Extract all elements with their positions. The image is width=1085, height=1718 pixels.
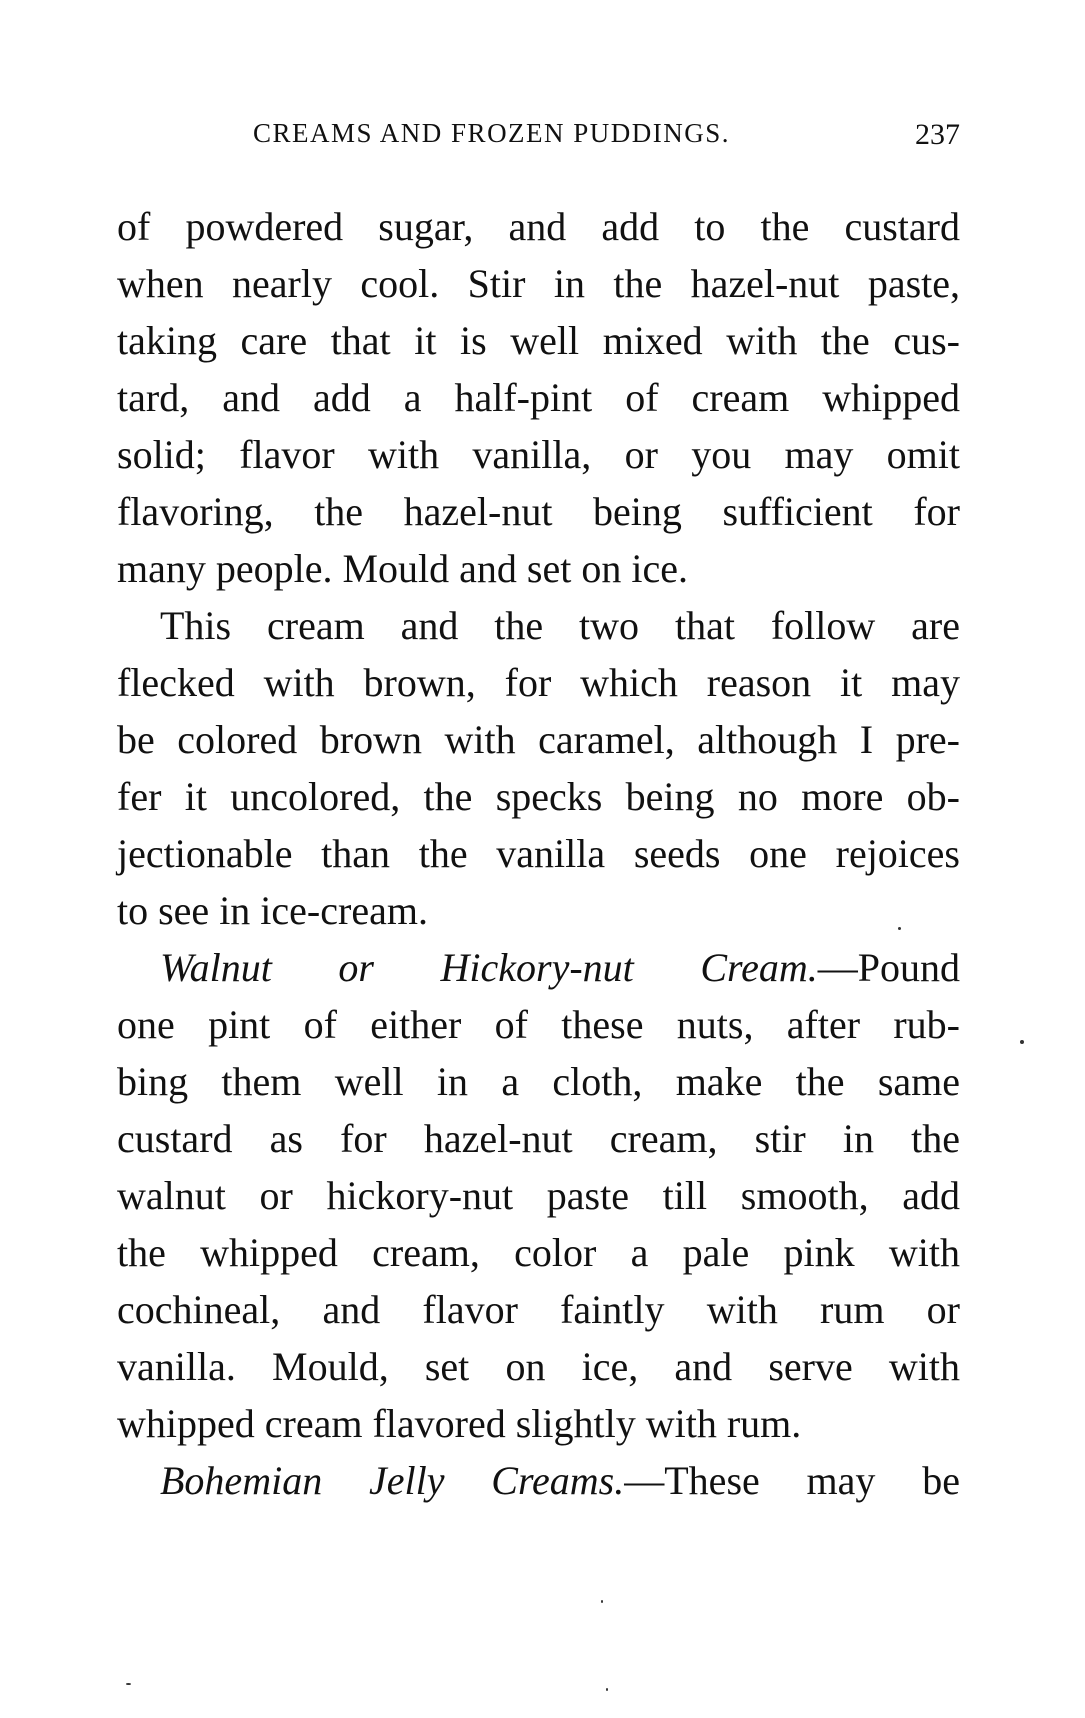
text-line: walnut or hickory-nut paste till smooth, add (117, 1173, 960, 1218)
scan-speck (898, 927, 901, 930)
recipe-title-walnut-cream: Walnut or Hickory-nut Cream. (160, 945, 818, 990)
running-head (117, 118, 960, 158)
text-line: bing them well in a cloth, make the same (117, 1059, 960, 1104)
scan-speck (1020, 1040, 1024, 1044)
recipe-heading-line (117, 1452, 960, 1509)
recipe-title-bohemian-jelly-creams: Bohemian Jelly Creams. (160, 1458, 625, 1503)
recipe-title-continuation: —These may be (624, 1458, 960, 1503)
paragraph-last-line: whipped cream flavored slightly with rum. (117, 1401, 802, 1446)
text-line: vanilla. Mould, set on ice, and serve with (117, 1344, 960, 1389)
text-line: fer it uncolored, the specks being no more ob- (117, 774, 960, 819)
page-number: 237 (915, 118, 960, 151)
running-title: CREAMS AND FROZEN PUDDINGS. (253, 118, 731, 148)
text-line: one pint of either of these nuts, after rub- (117, 1002, 960, 1047)
text-line: tard, and add a half-pint of cream whipped (117, 375, 960, 420)
paragraph-last-line: to see in ice-cream. (117, 888, 428, 933)
text-line: flavoring, the hazel-nut being sufficient for (117, 489, 960, 534)
text-line: the whipped cream, color a pale pink with (117, 1230, 960, 1275)
recipe-heading-line (117, 939, 960, 996)
text-line: be colored brown with caramel, although I pre- (117, 717, 960, 762)
body-text (117, 198, 960, 1509)
text-line: solid; flavor with vanilla, or you may omit (117, 432, 960, 477)
text-line: jectionable than the vanilla seeds one rejoices (117, 831, 960, 876)
text-line: when nearly cool. Stir in the hazel-nut paste, (117, 261, 960, 306)
paragraph-first-line: This cream and the two that follow are (160, 603, 960, 648)
paragraph-last-line: many people. Mould and set on ice. (117, 546, 688, 591)
text-line: taking care that it is well mixed with the cus- (117, 318, 960, 363)
scan-speck (601, 1600, 603, 1603)
recipe-title-continuation: —Pound (817, 945, 960, 990)
text-line: cochineal, and flavor faintly with rum or (117, 1287, 960, 1332)
text-line: flecked with brown, for which reason it may (117, 660, 960, 705)
scan-speck (126, 1683, 131, 1685)
text-line: of powdered sugar, and add to the custard (117, 204, 960, 249)
text-line: custard as for hazel-nut cream, stir in the (117, 1116, 960, 1161)
scan-speck (606, 1688, 608, 1691)
